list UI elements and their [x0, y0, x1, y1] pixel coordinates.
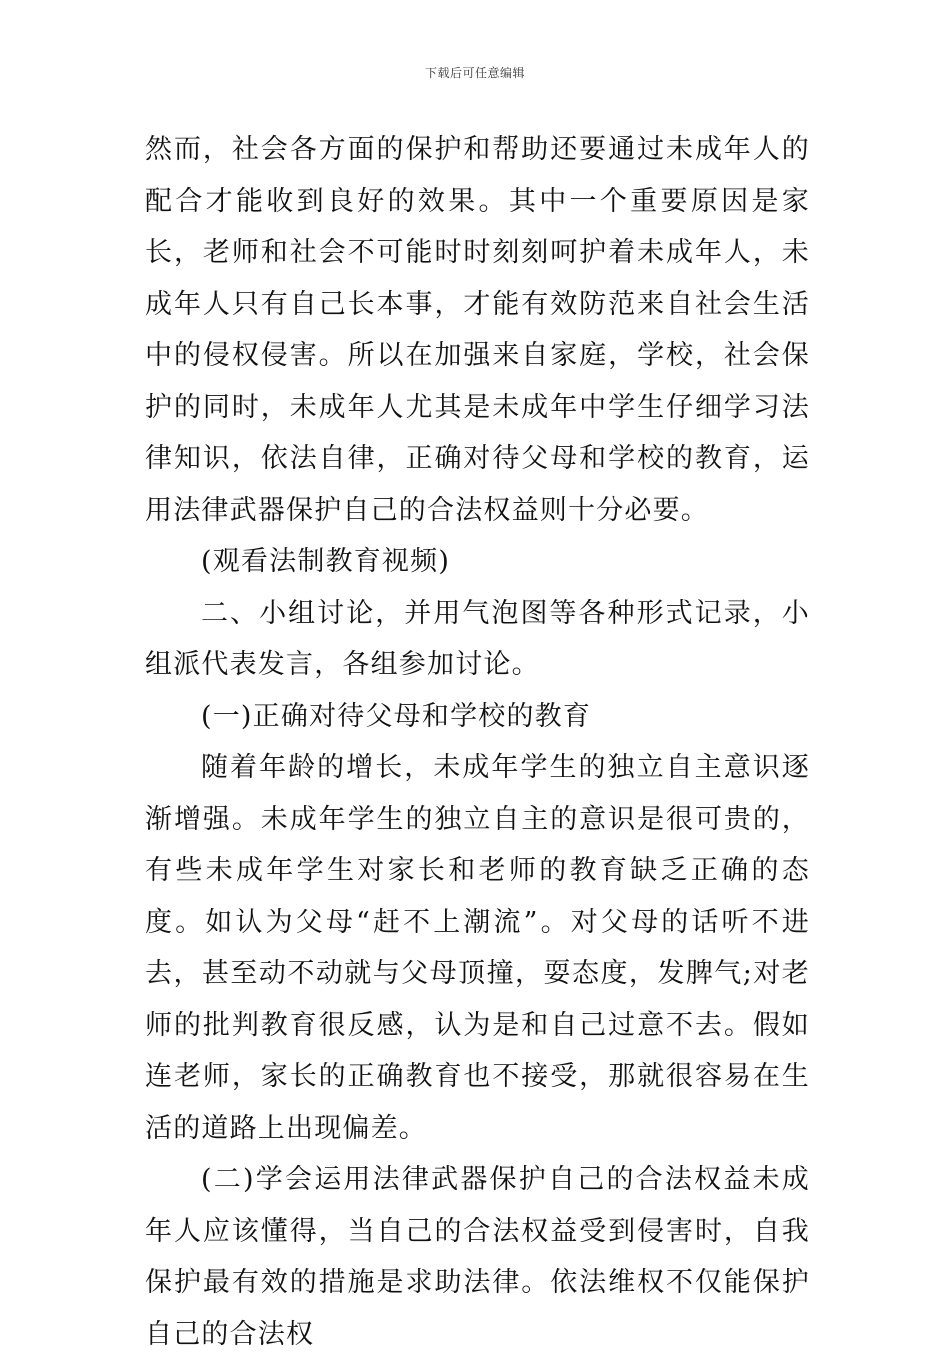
section-heading-2-paragraph: (二)学会运用法律武器保护自己的合法权益未成年人应该懂得，当自己的合法权益受到侵害时，自我保护最有效的措施是求助法律。依法维权不仅能保护自己的合法权 [145, 1164, 810, 1350]
paragraph-protection-cooperation: 然而，社会各方面的保护和帮助还要通过未成年人的配合才能收到良好的效果。其中一个重要原因是家长，老师和社会不可能时时刻刻呵护着未成年人，未成年人只有自己长本事，才能有效防范来自社会生活中的侵权侵害。所以在加强来自家庭，学校，社会保护的同时，未成年人尤其是未成年中学生仔细学习法律知识，依法自律，正确对待父母和学校的教育，运用法律武器保护自己的合法权益则十分必要。 [145, 134, 810, 526]
document-body [145, 124, 810, 1360]
section-heading-1: (一)正确对待父母和学校的教育 [201, 700, 592, 732]
paragraph-watch-video: (观看法制教育视频) [201, 546, 451, 577]
page-header: 下载后可任意编辑 [424, 66, 525, 80]
paragraph-independence: 随着年龄的增长，未成年学生的独立自主意识逐渐增强。未成年学生的独立自主的意识是很可贵的，有些未成年学生对家长和老师的教育缺乏正确的态度。如认为父母“赶不上潮流”。对父母的话听不进去，甚至动不动就与父母顶撞，耍态度，发脾气;对老师的批判教育很反感，认为是和自己过意不去。假如连老师，家长的正确教育也不接受，那就很容易在生活的道路上出现偏差。 [145, 752, 810, 1144]
paragraph-group-discussion: 二、小组讨论，并用气泡图等各种形式记录，小组派代表发言，各组参加讨论。 [145, 597, 810, 680]
